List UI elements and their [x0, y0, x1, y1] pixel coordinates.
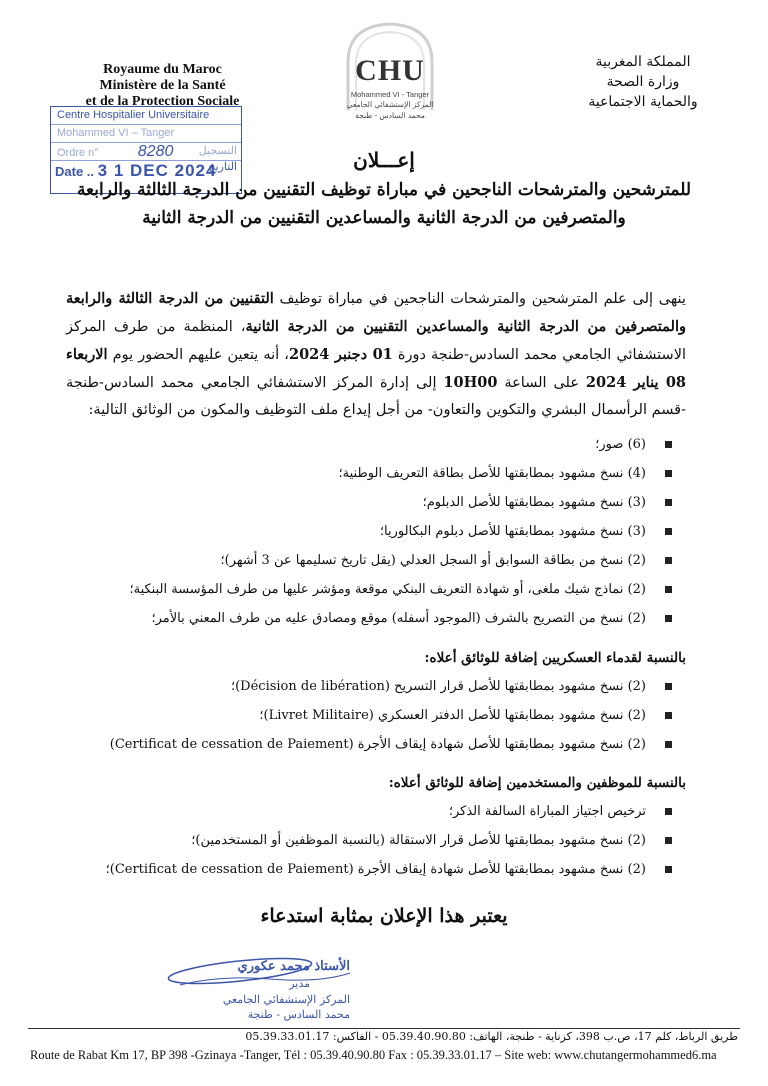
- list-item-text: (4) نسخ مشهود بمطابقتها للأصل بطاقة التعريف الوطنية؛: [338, 466, 646, 481]
- body-part-9: إلى إدارة المركز الاستشفائي الجامعي محمد السادس-طنجة -قسم الرأسمال البشري والتكوين والتعاون- من أجل إيداع ملف التوظيف والمكون من الوثائق التالية:: [66, 375, 686, 418]
- employees-list: [46, 797, 686, 884]
- body-part-8: 10H00: [443, 374, 498, 391]
- bullet-square-icon: [665, 586, 672, 593]
- list-item-text: (2) نسخ مشهود بمطابقتها للأصل شهادة إيقاف الأجرة (Certificat de cessation de Paiement)؛: [105, 862, 646, 877]
- director-signature-stamp: [160, 955, 370, 1025]
- body-part-7: على الساعة: [497, 375, 586, 391]
- stamp-date-ar: التاريخ: [208, 161, 237, 173]
- stamp-order-ar: التسجيل: [198, 145, 237, 157]
- military-section-title: بالنسبة لقدماء العسكريين إضافة للوثائق أعلاه:: [424, 650, 686, 666]
- body-paragraph: [66, 285, 686, 424]
- body-part-4: 01 دجنبر 2024: [288, 346, 393, 363]
- bullet-square-icon: [665, 741, 672, 748]
- body-part-5: ، أنه يتعين عليهم الحضور يوم: [107, 347, 289, 363]
- list-item-text: (2) نسخ مشهود بمطابقتها للأصل شهادة إيقاف الأجرة (Certificat de cessation de Paiement): [109, 737, 646, 752]
- header-fr-line-3: et de la Protection Sociale: [85, 94, 240, 109]
- bullet-square-icon: [665, 683, 672, 690]
- bullet-square-icon: [665, 441, 672, 448]
- list-item-text: ترخيص اجتياز المباراة السالفة الذكر؛: [448, 804, 646, 819]
- header-arabic-block: [568, 52, 718, 112]
- body-part-2: التقنيين من الدرجة الثالثة والرابعة والمتصرفين من الدرجة الثانية والمساعدين التقنيين من الدرجة الثانية: [66, 290, 686, 335]
- list-item: [46, 672, 686, 701]
- list-item: [46, 730, 686, 759]
- military-list: [46, 672, 686, 759]
- signature-line-3: المركز الإستشفائي الجامعي: [222, 993, 350, 1006]
- list-item: [46, 604, 686, 633]
- stamp-date-value: 3 1 DEC 2024: [97, 161, 217, 180]
- footer-address-arabic: طريق الرباط، كلم 17، ص.ب 398، كزناية - طنجة، الهاتف: 05.39.40.90.80 - الفاكس: 05.39.33.01.17: [245, 1030, 738, 1043]
- list-item: [46, 488, 686, 517]
- bullet-square-icon: [665, 499, 672, 506]
- announcement-title-line-3: والمتصرفين من الدرجة الثانية والمساعدين التقنيين من الدرجة الثانية: [142, 208, 626, 228]
- list-item: [46, 517, 686, 546]
- signature-line-4: محمد السادس - طنجة: [247, 1008, 350, 1021]
- list-item-text: (3) نسخ مشهود بمطابقتها للأصل الدبلوم؛: [422, 495, 646, 510]
- list-item-text: (2) نماذج شيك ملغى، أو شهادة التعريف البنكي موقعة ومؤشر عليها من طرف المؤسسة البنكية؛: [129, 582, 646, 597]
- footer-divider: [28, 1028, 740, 1029]
- header-french-block: [40, 62, 285, 110]
- footer-address-french: Route de Rabat Km 17, BP 398 -Gzinaya -Tanger, Tél : 05.39.40.90.80 Fax : 05.39.33.01.17 – Site web: www.chutangermohammed6.ma: [30, 1048, 717, 1062]
- list-item-text: (2) نسخ مشهود بمطابقتها للأصل الدفتر العسكري (Livret Militaire)؛: [259, 708, 646, 723]
- bullet-square-icon: [665, 615, 672, 622]
- logo-line-1: Mohammed VI - Tanger: [350, 90, 430, 99]
- header-ar-line-1: المملكة المغربية: [595, 54, 691, 70]
- header-ar-line-2: وزارة الصحة: [606, 74, 680, 90]
- list-item-text: (2) نسخ من التصريح بالشرف (الموجود أسفله) موقع ومصادق عليه من طرف المعني بالأمر؛: [151, 611, 646, 626]
- logo-line-2: المركز الإستشفائي الجامعي: [346, 100, 434, 109]
- header-fr-line-2: Ministère de la Santé: [99, 78, 226, 93]
- bullet-square-icon: [665, 470, 672, 477]
- stamp-date-label: Date ..: [55, 164, 95, 179]
- list-item: [46, 459, 686, 488]
- stamp-line-2: Mohammed VI – Tanger: [51, 125, 241, 143]
- bullet-square-icon: [665, 808, 672, 815]
- list-item: [46, 546, 686, 575]
- bullet-square-icon: [665, 528, 672, 535]
- list-item-text: (2) نسخ مشهود بمطابقتها للأصل قرار التسريح (Décision de libération)؛: [230, 679, 646, 694]
- body-part-6: الاربعاء 08 يناير 2024: [66, 346, 687, 391]
- stamp-order-value: 8280: [137, 143, 174, 160]
- body-part-3: ، المنظمة من طرف المركز الاستشفائي الجامعي محمد السادس-طنجة دورة: [66, 319, 686, 363]
- employees-section-title: بالنسبة للموظفين والمستخدمين إضافة للوثائق أعلاه:: [388, 775, 686, 791]
- stamp-line-1: Centre Hospitalier Universitaire: [51, 107, 241, 125]
- list-item: [46, 430, 686, 459]
- announcement-heading: إعـــلان: [353, 148, 415, 172]
- bullet-square-icon: [665, 837, 672, 844]
- list-item-text: (6) صور؛: [595, 437, 646, 452]
- header-ar-line-3: والحماية الاجتماعية: [588, 94, 698, 110]
- bullet-square-icon: [665, 557, 672, 564]
- list-item: [46, 855, 686, 884]
- list-item: [46, 797, 686, 826]
- list-item: [46, 826, 686, 855]
- closing-statement: يعتبر هذا الإعلان بمثابة استدعاء: [260, 905, 508, 927]
- header-fr-line-1: Royaume du Maroc: [103, 62, 222, 77]
- list-item-text: (2) نسخ من بطاقة السوابق أو السجل العدلي (يقل تاريخ تسليمها عن 3 أشهر)؛: [220, 553, 646, 568]
- chu-logo: [330, 18, 450, 128]
- signature-line-1: الأستاذ محمد عكوري: [237, 959, 350, 974]
- signature-line-2: مدير: [289, 977, 310, 990]
- list-item: [46, 575, 686, 604]
- list-item: [46, 701, 686, 730]
- documents-list: [46, 430, 686, 633]
- logo-line-3: محمد السادس - طنجة: [355, 111, 425, 120]
- body-part-1: ينهى إلى علم المترشحين والمترشحات الناجحين في مباراة توظيف: [273, 291, 686, 307]
- stamp-order-label: Ordre n°: [57, 147, 99, 159]
- list-item-text: (2) نسخ مشهود بمطابقتها للأصل قرار الاستقالة (بالنسبة الموظفين أو المستخدمين)؛: [191, 833, 646, 848]
- bullet-square-icon: [665, 866, 672, 873]
- list-item-text: (3) نسخ مشهود بمطابقتها للأصل دبلوم البكالوريا؛: [379, 524, 646, 539]
- announcement-title-line-2: للمترشحين والمترشحات الناجحين في مباراة توظيف التقنيين من الدرجة الثالثة والرابعة: [76, 180, 692, 200]
- bullet-square-icon: [665, 712, 672, 719]
- logo-mark: CHU: [355, 54, 425, 87]
